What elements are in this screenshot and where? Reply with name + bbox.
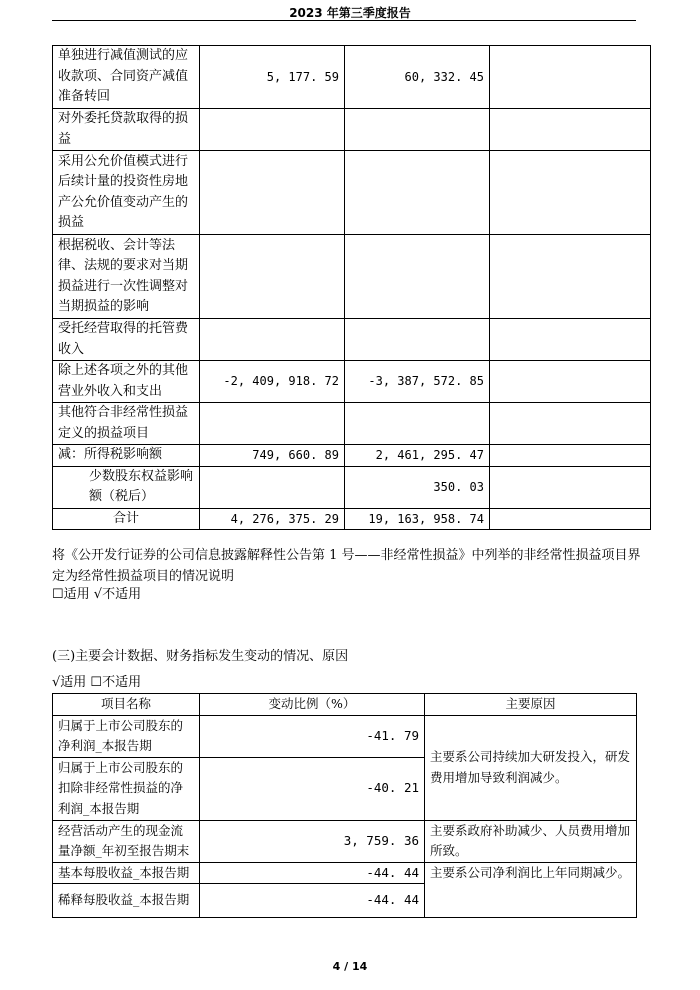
current-period-cell: 5, 177. 59 — [200, 46, 345, 109]
item-cell: 根据税收、会计等法律、法规的要求对当期损益进行一次性调整对当期损益的影响 — [53, 235, 200, 319]
item-cell: 单独进行减值测试的应收款项、合同资产减值准备转回 — [53, 46, 200, 109]
header-main-reason: 主要原因 — [425, 694, 637, 716]
ytd-cell: -3, 387, 572. 85 — [345, 361, 490, 403]
ytd-cell — [345, 319, 490, 361]
table-row — [53, 403, 651, 445]
note-cell — [490, 46, 651, 109]
table-row — [53, 151, 651, 235]
table-row — [53, 862, 637, 884]
note-cell — [490, 508, 651, 530]
table-row — [53, 235, 651, 319]
table-row — [53, 46, 651, 109]
header-change-ratio: 变动比例（%） — [200, 694, 425, 716]
item-cell: 除上述各项之外的其他营业外收入和支出 — [53, 361, 200, 403]
total-label-cell: 合计 — [53, 508, 200, 530]
current-period-cell: -2, 409, 918. 72 — [200, 361, 345, 403]
ytd-cell: 60, 332. 45 — [345, 46, 490, 109]
item-cell: 基本每股收益_本报告期 — [53, 862, 200, 884]
ratio-cell: -44. 44 — [200, 884, 425, 918]
ytd-cell — [345, 109, 490, 151]
page-number: 4 / 14 — [332, 960, 368, 973]
item-cell: 归属于上市公司股东的扣除非经常性损益的净利润_本报告期 — [53, 757, 200, 820]
current-period-cell — [200, 235, 345, 319]
ytd-cell — [345, 403, 490, 445]
note-cell — [490, 445, 651, 467]
ytd-cell: 19, 163, 958. 74 — [345, 508, 490, 530]
applicability-checkbox-line: ☐适用 √不适用 — [52, 587, 142, 602]
reason-cell: 主要系公司持续加大研发投入，研发费用增加导致利润减少。 — [425, 715, 637, 820]
note-cell — [490, 361, 651, 403]
item-cell: 归属于上市公司股东的净利润_本报告期 — [53, 715, 200, 757]
indicator-change-table — [52, 693, 637, 918]
table-row — [53, 109, 651, 151]
table-row — [53, 715, 637, 757]
nonrecurring-gains-table — [52, 45, 651, 530]
ytd-cell: 350. 03 — [345, 466, 490, 508]
item-cell: 采用公允价值模式进行后续计量的投资性房地产公允价值变动产生的损益 — [53, 151, 200, 235]
header-divider — [52, 20, 636, 21]
reason-cell: 主要系公司净利润比上年同期减少。 — [425, 862, 637, 918]
note-cell — [490, 109, 651, 151]
item-cell: 对外委托贷款取得的损益 — [53, 109, 200, 151]
item-cell: 受托经营取得的托管费收入 — [53, 319, 200, 361]
current-period-cell — [200, 466, 345, 508]
note-cell — [490, 403, 651, 445]
table-row — [53, 466, 651, 508]
ratio-cell: 3, 759. 36 — [200, 820, 425, 862]
note-cell — [490, 235, 651, 319]
current-period-cell — [200, 403, 345, 445]
ytd-cell — [345, 235, 490, 319]
table-row — [53, 319, 651, 361]
current-period-cell: 749, 660. 89 — [200, 445, 345, 467]
ytd-cell — [345, 151, 490, 235]
ratio-cell: -44. 44 — [200, 862, 425, 884]
item-cell: 稀释每股收益_本报告期 — [53, 884, 200, 918]
current-period-cell — [200, 319, 345, 361]
explanation-text: 将《公开发行证券的公司信息披露解释性公告第 1 号——非经常性损益》中列举的非经常性损益项目界定为经常性损益项目的情况说明 — [52, 548, 641, 584]
current-period-cell: 4, 276, 375. 29 — [200, 508, 345, 530]
table-row — [53, 361, 651, 403]
current-period-cell — [200, 151, 345, 235]
item-cell: 经营活动产生的现金流量净额_年初至报告期末 — [53, 820, 200, 862]
section3-checkbox-line: √适用 ☐不适用 — [52, 675, 142, 690]
table-header-row — [53, 694, 637, 716]
ytd-cell: 2, 461, 295. 47 — [345, 445, 490, 467]
report-header-title: 2023 年第三季度报告 — [289, 6, 411, 20]
section3-title: (三)主要会计数据、财务指标发生变动的情况、原因 — [52, 649, 349, 664]
table-row — [53, 820, 637, 862]
item-cell: 少数股东权益影响额（税后） — [53, 466, 200, 508]
note-cell — [490, 466, 651, 508]
ratio-cell: -41. 79 — [200, 715, 425, 757]
item-cell: 减：所得税影响额 — [53, 445, 200, 467]
note-cell — [490, 151, 651, 235]
item-cell: 其他符合非经常性损益定义的损益项目 — [53, 403, 200, 445]
note-cell — [490, 319, 651, 361]
table-row — [53, 445, 651, 467]
current-period-cell — [200, 109, 345, 151]
ratio-cell: -40. 21 — [200, 757, 425, 820]
header-item-name: 项目名称 — [53, 694, 200, 716]
table-row — [53, 508, 651, 530]
reason-cell: 主要系政府补助减少、人员费用增加所致。 — [425, 820, 637, 862]
